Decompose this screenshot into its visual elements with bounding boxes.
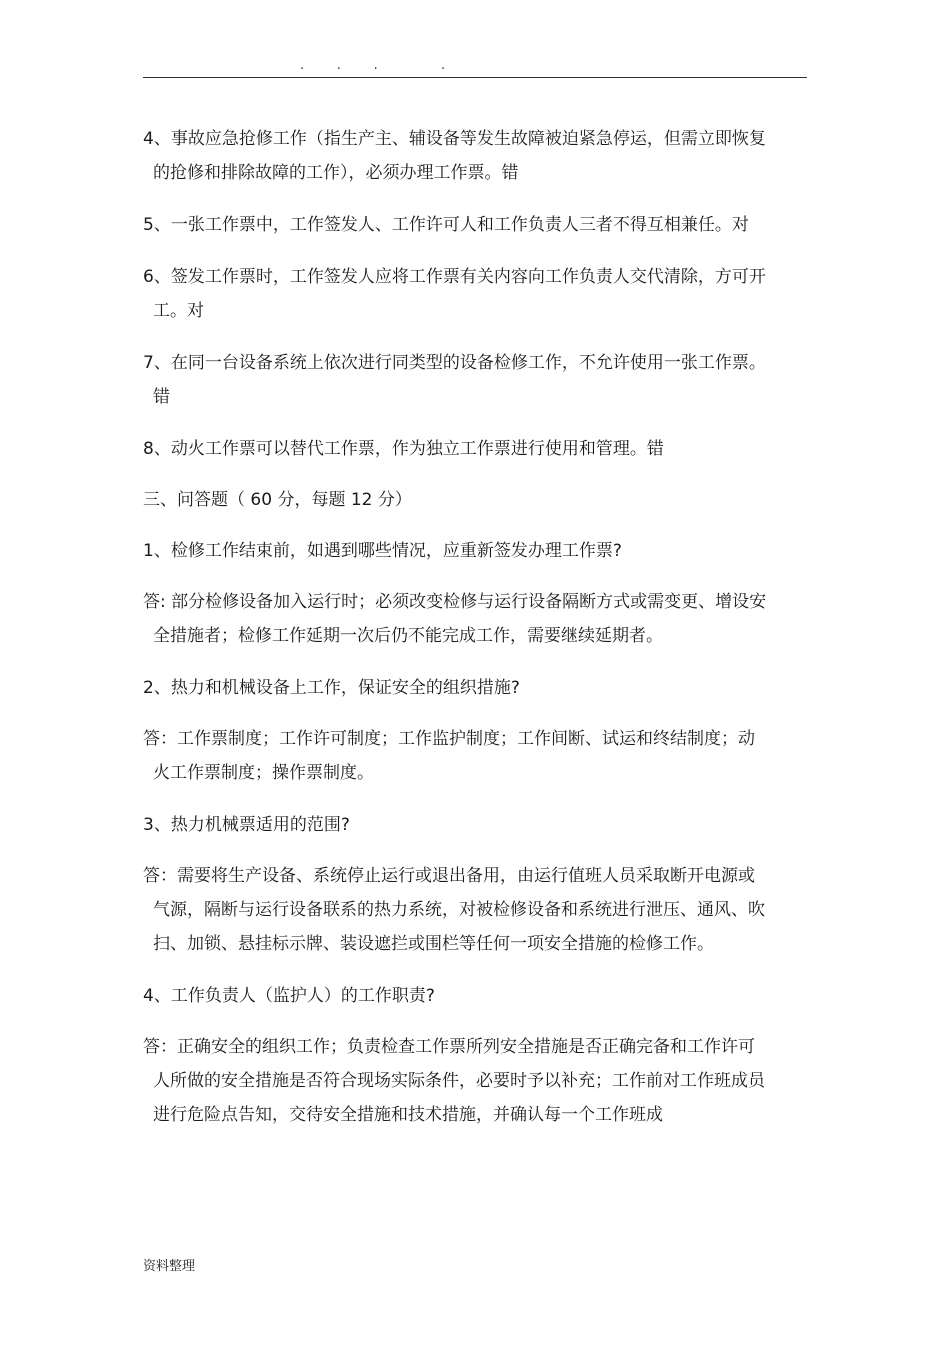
question-3: 3、热力机械票适用的范围? bbox=[143, 815, 350, 835]
section-heading-qa: 三、问答题（ 60 分，每题 12 分） bbox=[143, 490, 412, 510]
answer-1: 答: 部分检修设备加入运行时；必须改变检修与运行设备隔断方式或需变更、增设安全措施者；检修工作延期一次后仍不能完成工作，需要继续延期者。 bbox=[143, 592, 767, 646]
answer-4: 答：正确安全的组织工作；负责检查工作票所列安全措施是否正确完备和工作许可人所做的安全措施是否符合现场实际条件，必要时予以补充；工作前对工作班成员进行危险点告知，交待安全措施和技术措施，并确认每一个工作班成 bbox=[143, 1037, 765, 1125]
document-body bbox=[143, 122, 768, 1150]
paragraph-q4-emergency-repair: 4、事故应急抢修工作（指生产主、辅设备等发生故障被迫紧急停运，但需立即恢复的抢修和排除故障的工作），必须办理工作票。错 bbox=[143, 129, 766, 183]
question-4: 4、工作负责人（监护人）的工作职责? bbox=[143, 986, 435, 1006]
answer-2: 答：工作票制度；工作许可制度；工作监护制度；工作间断、试运和终结制度；动火工作票制度；操作票制度。 bbox=[143, 729, 755, 783]
paragraph-q6-issue-ticket: 6、签发工作票时，工作签发人应将工作票有关内容向工作负责人交代清除，方可开工。对 bbox=[143, 267, 766, 321]
footer-label: 资料整理 bbox=[143, 1259, 196, 1274]
paragraph-q8-hot-work: 8、动火工作票可以替代工作票，作为独立工作票进行使用和管理。错 bbox=[143, 439, 664, 459]
question-1: 1、检修工作结束前，如遇到哪些情况，应重新签发办理工作票? bbox=[143, 541, 622, 561]
paragraph-q5-single-ticket: 5、一张工作票中，工作签发人、工作许可人和工作负责人三者不得互相兼任。对 bbox=[143, 215, 749, 235]
paragraph-q7-same-system: 7、在同一台设备系统上依次进行同类型的设备检修工作，不允许使用一张工作票。错 bbox=[143, 353, 766, 407]
header-dots: . . . . bbox=[300, 58, 448, 73]
question-2: 2、热力和机械设备上工作，保证安全的组织措施? bbox=[143, 678, 520, 698]
answer-3: 答：需要将生产设备、系统停止运行或退出备用，由运行值班人员采取断开电源或气源，隔断与运行设备联系的热力系统，对被检修设备和系统进行泄压、通风、吹扫、加锁、悬挂标示牌、装设遮拦或围栏等任何一项安全措施的检修工作。 bbox=[143, 866, 765, 954]
header-rule bbox=[143, 77, 807, 78]
